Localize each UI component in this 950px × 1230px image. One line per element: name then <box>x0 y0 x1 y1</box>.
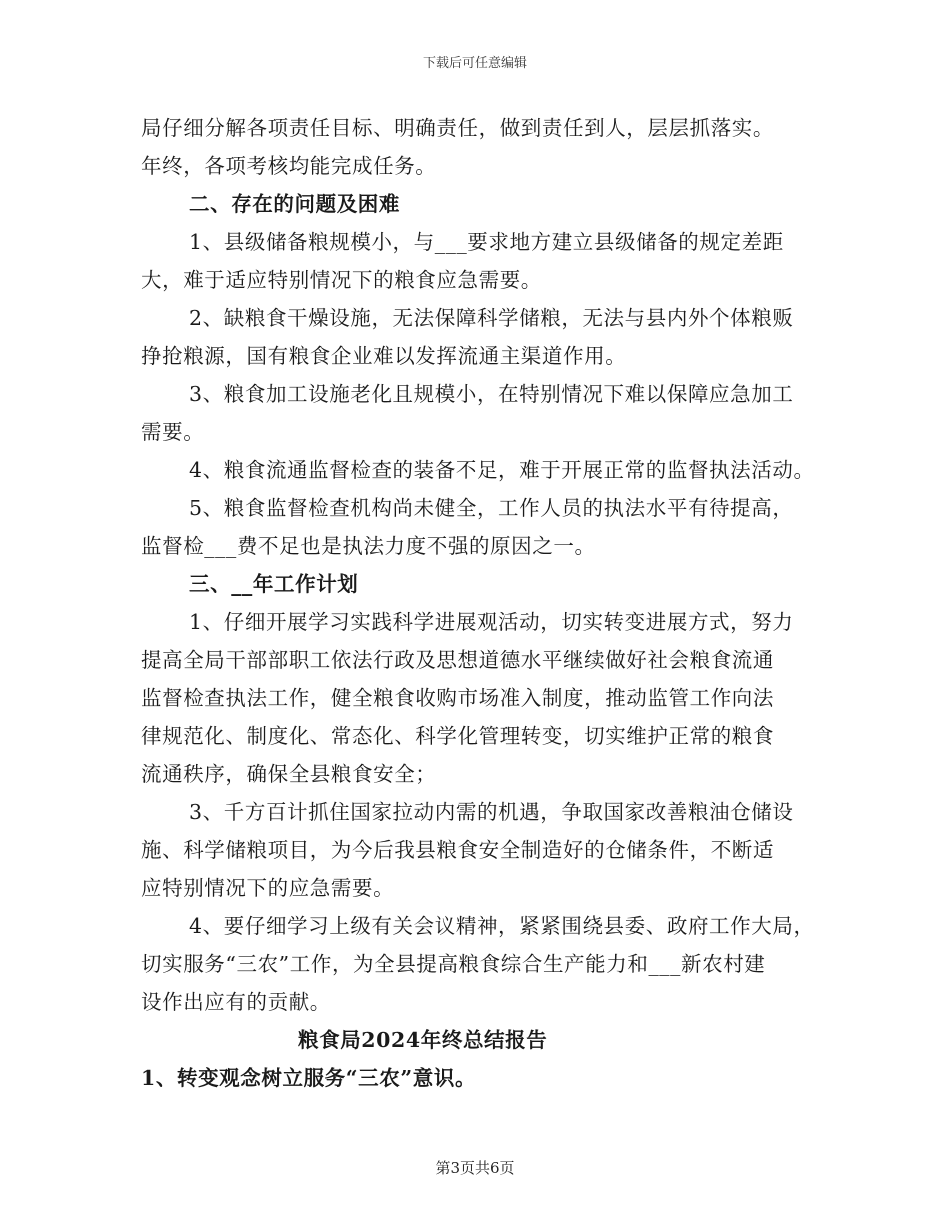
paragraph-line: 3、粮食加工设施老化且规模小，在特别情况下难以保障应急加工 <box>189 382 794 406</box>
paragraph-line: 流通秩序，确保全县粮食安全； <box>141 762 437 786</box>
paragraph-line: 监督检___费不足也是执法力度不强的原因之一。 <box>141 534 596 558</box>
page-number: 第3页共6页 <box>435 1159 515 1177</box>
paragraph-line: 1、仔细开展学习实践科学进展观活动，切实转变进展方式，努力 <box>189 610 794 634</box>
paragraph-line: 4、粮食流通监督检查的装备不足，难于开展正常的监督执法活动。 <box>189 458 815 482</box>
document-body <box>141 109 815 1097</box>
paragraph-line: 3、千方百计抓住国家拉动内需的机遇，争取国家改善粮油仓储设 <box>189 800 794 824</box>
paragraph-line: 4、要仔细学习上级有关会议精神，紧紧围绕县委、政府工作大局， <box>189 914 815 938</box>
paragraph-line: 切实服务“三农”工作，为全县提高粮食综合生产能力和___新农村建 <box>141 952 766 976</box>
section-heading: 三、__年工作计划 <box>189 572 359 596</box>
paragraph-line: 1、县级储备粮规模小，与___要求地方建立县级储备的规定差距 <box>189 230 784 254</box>
paragraph-line: 大，难于适应特别情况下的粮食应急需要。 <box>141 268 542 292</box>
paragraph-line: 挣抢粮源，国有粮食企业难以发挥流通主渠道作用。 <box>141 344 627 368</box>
paragraph-line: 监督检查执法工作，健全粮食收购市场准入制度，推动监管工作向法 <box>141 686 774 710</box>
subsection-heading: 1、转变观念树立服务“三农”意识。 <box>141 1066 477 1090</box>
paragraph-line: 应特别情况下的应急需要。 <box>141 876 395 900</box>
paragraph-line: 提高全局干部部职工依法行政及思想道德水平继续做好社会粮食流通 <box>141 648 774 672</box>
paragraph-line: 局仔细分解各项责任目标、明确责任，做到责任到人，层层抓落实。 <box>141 116 774 140</box>
report-title: 粮食局2024年终总结报告 <box>298 1028 548 1052</box>
paragraph-line: 需要。 <box>141 420 205 444</box>
paragraph-line: 2、缺粮食干燥设施，无法保障科学储粮，无法与县内外个体粮贩 <box>189 306 794 330</box>
page-header: 下载后可任意编辑 <box>422 56 527 71</box>
paragraph-line: 施、科学储粮项目，为今后我县粮食安全制造好的仓储条件，不断适 <box>141 838 774 862</box>
paragraph-line: 年终，各项考核均能完成任务。 <box>141 154 437 178</box>
section-heading: 二、存在的问题及困难 <box>189 192 400 216</box>
paragraph-line: 律规范化、制度化、常态化、科学化管理转变，切实维护正常的粮食 <box>141 724 774 748</box>
paragraph-line: 设作出应有的贡献。 <box>141 990 331 1014</box>
paragraph-line: 5、粮食监督检查机构尚未健全，工作人员的执法水平有待提高， <box>189 496 794 520</box>
